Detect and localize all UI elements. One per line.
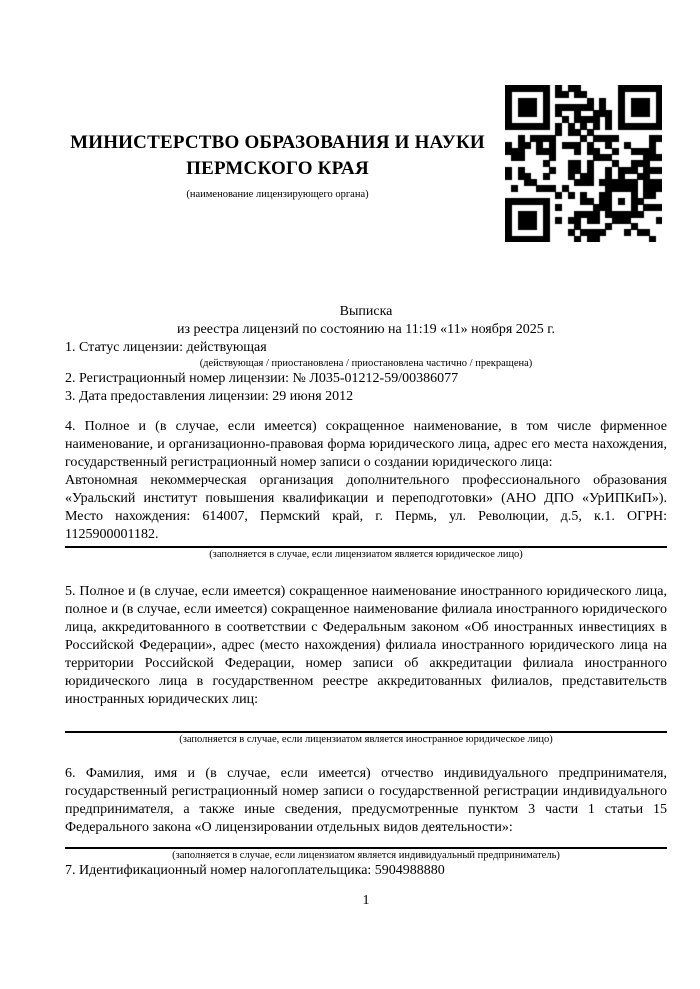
item-registration-number: 2. Регистрационный номер лицензии: № Л035-01212-59/00386077 bbox=[65, 371, 459, 386]
foreign-entity-caption: (заполняется в случае, если лицензиатом является иностранное юридическое лицо) bbox=[179, 734, 553, 745]
legal-entity-caption: (заполняется в случае, если лицензиатом является юридическое лицо) bbox=[209, 549, 523, 560]
item-legal-entity bbox=[65, 418, 667, 561]
licensing-authority-caption: (наименование лицензирующего органа) bbox=[186, 189, 369, 200]
legal-entity-question: 4. Полное и (в случае, если имеется) сокращенное наименование, в том числе фирменное наименование, и организационно-правовая форма юридического лица, адрес его места нахождения, государственный регистрационный номер записи о создании юридического лица: bbox=[65, 419, 667, 470]
legal-entity-answer: Автономная некоммерческая организация дополнительного профессионального образования «Уральский институт повышения квалификации и переподготовки» (АНО ДПО «УрИПКиП»). Место нахождения: 614007, Пермский край, г. Пермь, ул. Революции, д.5, к.1. ОГРН: 1125900001182. bbox=[65, 473, 667, 542]
foreign-entity-question: 5. Полное и (в случае, если имеется) сокращенное наименование иностранного юридического лица, полное и (в случае, если имеется) сокращенное наименование филиала иностранного юридического лица, аккредитованного в соответствии с Федеральным законом «Об иностранных инвестициях в Российской Федерации», адрес (место нахождения) филиала иностранного юридического лица на территории Российской Федерации, номер записи об аккредитации филиала иностранного юридического лица в государственном реестре аккредитованных филиалов, представительств иностранных юридических лиц: bbox=[65, 584, 667, 707]
individual-entrepreneur-caption: (заполняется в случае, если лицензиатом является индивидуальный предприниматель) bbox=[172, 850, 560, 861]
document-title bbox=[65, 303, 667, 339]
document-body bbox=[65, 303, 667, 910]
title-line1: Выписка bbox=[339, 304, 393, 319]
qr-code-icon bbox=[505, 85, 662, 242]
license-status-options-caption: (действующая / приостановлена / приостановлена частично / прекращена) bbox=[199, 358, 533, 369]
individual-entrepreneur-question: 6. Фамилия, имя и (в случае, если имеется) отчество индивидуального предпринимателя, государственный регистрационный номер записи о государственной регистрации индивидуального предпринимателя, а также иные сведения, предусмотренные пунктом 3 части 1 статьи 15 Федерального закона «О лицензировании отдельных видов деятельности»: bbox=[65, 766, 667, 835]
ministry-name-line1: МИНИСТЕРСТВО ОБРАЗОВАНИЯ И НАУКИ bbox=[70, 132, 485, 153]
title-line2: из реестра лицензий по состоянию на 11:19 «11» ноября 2025 г. bbox=[177, 322, 555, 337]
item-individual-entrepreneur bbox=[65, 765, 667, 862]
item-license-status: 1. Статус лицензии: действующая bbox=[65, 340, 267, 355]
item-foreign-entity bbox=[65, 583, 667, 746]
licensing-authority-block bbox=[65, 130, 490, 201]
item-grant-date: 3. Дата предоставления лицензии: 29 июня 2012 bbox=[65, 389, 354, 404]
ministry-name-line2: ПЕРМСКОГО КРАЯ bbox=[186, 158, 369, 179]
item-taxpayer-number: 7. Идентификационный номер налогоплательщика: 5904988880 bbox=[65, 863, 445, 878]
page-number: 1 bbox=[362, 893, 370, 908]
